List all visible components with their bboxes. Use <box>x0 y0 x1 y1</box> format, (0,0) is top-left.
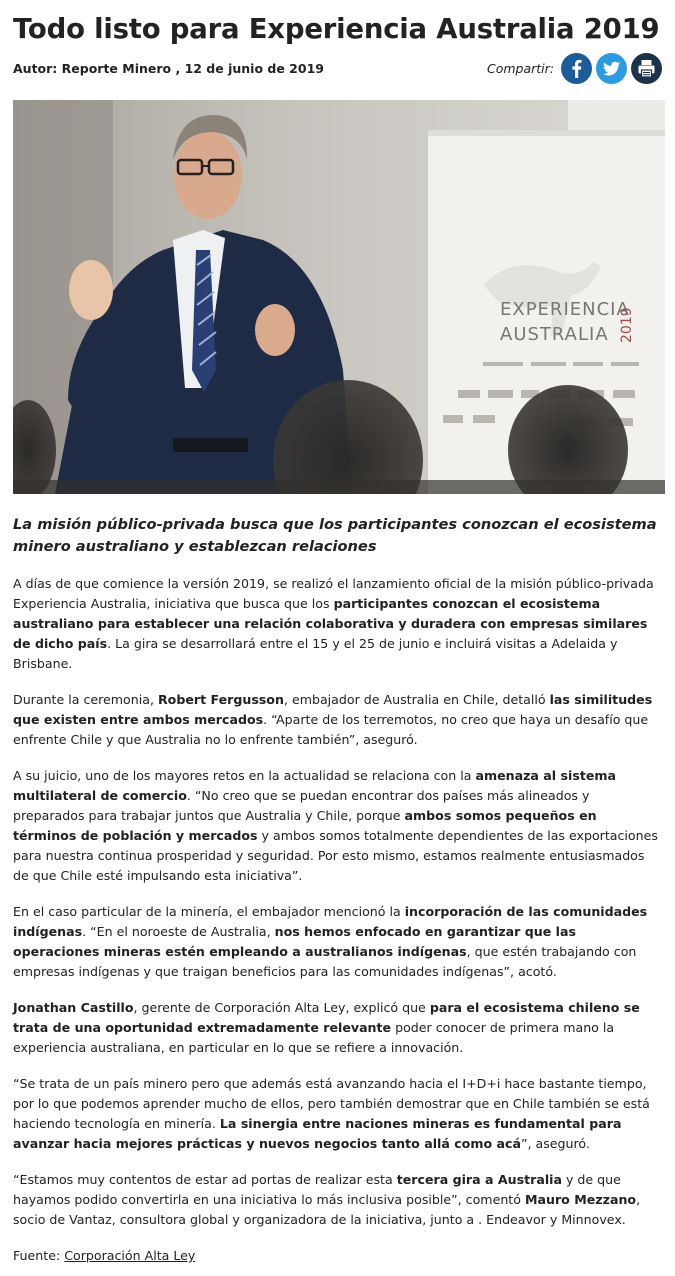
paragraph-text: . “Aparte de los terremotos, no creo que haya un desafío que enfrente Chile y que Australia no lo enfrente también”, aseguró. <box>13 712 649 747</box>
paragraph-text: , que estén trabajando con empresas indígenas y que traigan beneficios para las comunidades indígenas”, acotó. <box>13 944 637 979</box>
paragraph-text: En el caso particular de la minería, el embajador mencionó la <box>13 904 405 919</box>
emphasis-text: ambos somos pequeños en términos de población y mercados <box>13 808 597 843</box>
paragraph-text: , gerente de Corporación Alta Ley, explicó que <box>133 1000 430 1015</box>
paragraph-text: . La gira se desarrollará entre el 15 y el 25 de junio e incluirá visitas a Adelaida y Brisbane. <box>13 636 618 671</box>
banner-line-1: EXPERIENCIA <box>500 299 630 320</box>
paragraph-text: “Estamos muy contentos de estar ad portas de realizar esta <box>13 1172 397 1187</box>
paragraph-text: y ambos somos totalmente dependientes de las exportaciones para nuestra continua prosperidad y seguridad. Por esto mismo, estamos realmente entusiasmados de que Chile esté impulsando esta iniciativa”. <box>13 828 658 883</box>
source-line <box>13 1246 662 1266</box>
facebook-icon <box>561 53 592 84</box>
share-bar <box>487 53 662 84</box>
emphasis-text: nos hemos enfocado en garantizar que las operaciones mineras estén empleando a australianos indígenas <box>13 924 576 959</box>
print-button[interactable] <box>631 53 662 84</box>
paragraph-text: poder conocer de primera mano la experiencia australiana, en particular en lo que se refiere a innovación. <box>13 1020 615 1055</box>
paragraph-text: . “No creo que se puedan encontrar dos países más alineados y preparados para trabajar juntos que Australia y Chile, porque <box>13 788 590 823</box>
paragraph <box>13 1170 662 1230</box>
share-label: Compartir: <box>486 60 554 76</box>
hero-photo <box>13 100 665 494</box>
paragraph <box>13 766 662 886</box>
paragraph-text: ”, aseguró. <box>520 1136 590 1151</box>
paragraph <box>13 998 662 1058</box>
emphasis-text: tercera gira a Australia <box>396 1172 562 1187</box>
emphasis-text: Mauro Mezzano <box>524 1192 637 1207</box>
emphasis-text: las similitudes que existen entre ambos mercados <box>13 692 653 727</box>
article-meta <box>13 50 662 86</box>
paragraph <box>13 1074 662 1154</box>
paragraph <box>13 902 662 982</box>
emphasis-text: Robert Fergusson <box>157 692 284 707</box>
article-lead: La misión público-privada busca que los participantes conozcan el ecosistema minero australiano y establezcan relaciones <box>13 516 657 555</box>
facebook-share-button[interactable] <box>561 53 592 84</box>
paragraph-text: , socio de Vantaz, consultora global y organizadora de la iniciativa, junto a . Endeavor y Minnovex. <box>13 1192 641 1227</box>
emphasis-text: participantes conozcan el ecosistema australiano para establecer una relación colaborativa y duradera con empresas similares de dicho país <box>13 596 648 651</box>
emphasis-text: incorporación de las comunidades indígenas <box>13 904 648 939</box>
paragraph-text: A días de que comience la versión 2019, se realizó el lanzamiento oficial de la misión público-privada Experiencia Australia, iniciativa que busca que los <box>13 576 654 611</box>
paragraph <box>13 574 662 674</box>
author-line: Autor: Reporte Minero , 12 de junio de 2019 <box>13 60 324 76</box>
twitter-share-button[interactable] <box>596 53 627 84</box>
twitter-icon <box>596 53 627 84</box>
speaker-photo-illustration <box>13 100 665 494</box>
paragraph-text: , embajador de Australia en Chile, detalló <box>283 692 550 707</box>
emphasis-text: Jonathan Castillo <box>13 1000 134 1015</box>
emphasis-text: amenaza al sistema multilateral de comercio <box>13 768 616 803</box>
article-body <box>13 574 662 1266</box>
paragraph-text: y de que hayamos podido convertirla en una iniciativa lo más inclusiva posible”, comentó <box>13 1172 621 1207</box>
paragraph-text: . “En el noroeste de Australia, <box>82 924 275 939</box>
print-icon <box>631 53 662 84</box>
banner-year: 2019 <box>619 307 635 343</box>
banner-line-2: AUSTRALIA <box>500 324 609 345</box>
emphasis-text: para el ecosistema chileno se trata de una oportunidad extremadamente relevante <box>13 1000 640 1035</box>
paragraph-text: Durante la ceremonia, <box>13 692 158 707</box>
source-link[interactable]: Corporación Alta Ley <box>64 1248 196 1263</box>
source-label: Fuente: <box>13 1248 65 1263</box>
emphasis-text: La sinergia entre naciones mineras es fundamental para avanzar hacia mejores prácticas y nuevos negocios tanto allá como acá <box>13 1116 622 1151</box>
article-title: Todo listo para Experiencia Australia 2019 <box>13 13 660 45</box>
paragraph-text: “Se trata de un país minero pero que además está avanzando hacia el I+D+i hace bastante tiempo, por lo que podemos aprender mucho de ellos, pero también demostrar que en Chile también se está haciendo tecnología en minería. <box>13 1076 650 1131</box>
paragraph-text: A su juicio, uno de los mayores retos en la actualidad se relaciona con la <box>13 768 476 783</box>
paragraph <box>13 690 662 750</box>
